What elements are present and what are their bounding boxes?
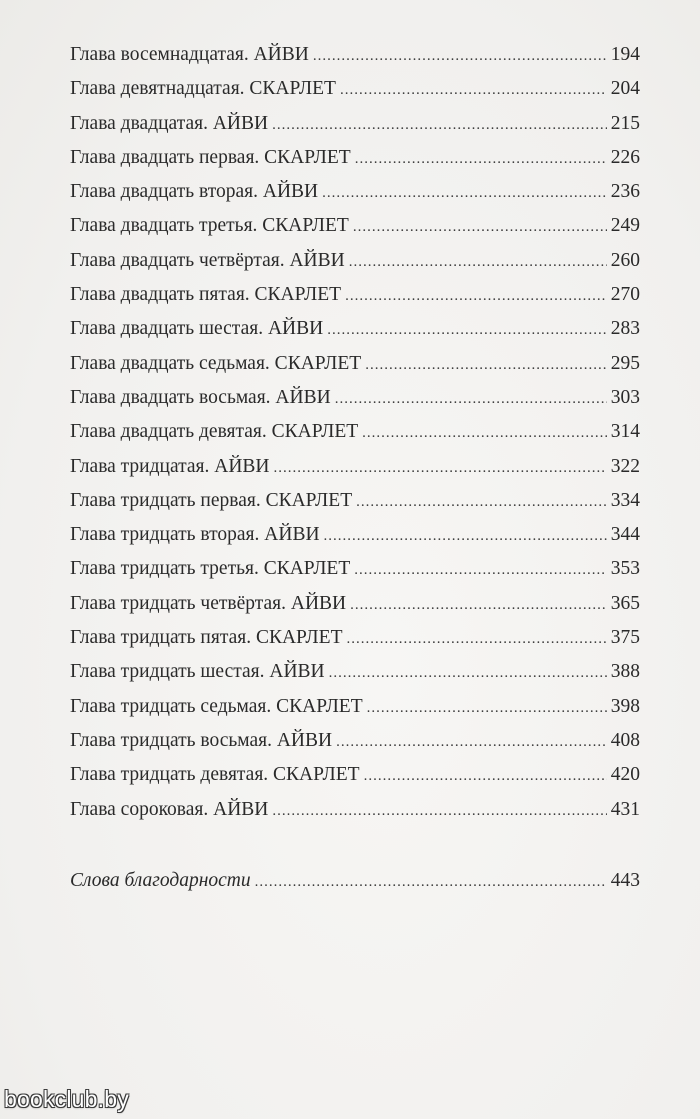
dot-leader: [362, 416, 607, 450]
dot-leader: [349, 245, 607, 279]
toc-entry-title: Глава двадцать пятая. СКАРЛЕТ: [70, 284, 342, 306]
toc-entry-page: 295: [610, 352, 640, 374]
toc-entry-title: Глава тридцать шестая. АЙВИ: [70, 661, 325, 683]
toc-entry-page: 375: [610, 627, 640, 649]
toc-entry: [70, 278, 640, 312]
toc-entry-page: 204: [610, 78, 640, 100]
toc-entry-title: Глава тридцать седьмая. СКАРЛЕТ: [70, 695, 363, 717]
dot-leader: [353, 210, 607, 244]
toc-entry-page: 215: [610, 112, 640, 134]
toc-entry-title: Глава тридцать восьмая. АЙВИ: [70, 729, 333, 751]
toc-entry-title: Глава тридцать четвёртая. АЙВИ: [70, 592, 347, 614]
toc-entry-title: Глава тридцать первая. СКАРЛЕТ: [70, 489, 353, 511]
dot-leader: [355, 142, 607, 176]
toc-entry: [70, 347, 640, 381]
dot-leader: [346, 622, 606, 656]
toc-entry-page: 388: [610, 661, 640, 683]
toc-entry: [70, 72, 640, 106]
toc-entry-page: 408: [610, 729, 640, 751]
dot-leader: [345, 279, 607, 313]
toc-entry: [70, 209, 640, 243]
toc-entry-page: 249: [610, 215, 640, 237]
toc-entry-title: Глава двадцать четвёртая. АЙВИ: [70, 249, 345, 271]
toc-entry: [70, 244, 640, 278]
toc-entry-page: 226: [610, 146, 640, 168]
toc-entry-page: 303: [610, 386, 640, 408]
toc-entry-page: 322: [610, 455, 640, 477]
dot-leader: [272, 794, 606, 828]
toc-entry-title: Глава двадцать шестая. АЙВИ: [70, 318, 324, 340]
dot-leader: [367, 691, 607, 725]
toc-entry: [70, 518, 640, 552]
table-of-contents: [70, 38, 640, 827]
toc-entry: [70, 107, 640, 141]
toc-entry: [70, 690, 640, 724]
toc-entry-title: Глава двадцатая. АЙВИ: [70, 112, 269, 134]
toc-entry-title: Глава двадцать девятая. СКАРЛЕТ: [70, 421, 359, 443]
toc-entry: [70, 587, 640, 621]
toc-entry-page: 431: [610, 798, 640, 820]
dot-leader: [336, 725, 607, 759]
dot-leader: [313, 39, 607, 73]
dot-leader: [350, 588, 607, 622]
toc-entry: [70, 312, 640, 346]
site-watermark: bookclub.by: [4, 1086, 129, 1112]
toc-entry: [70, 552, 640, 586]
dot-leader: [365, 348, 607, 382]
dot-leader: [324, 519, 607, 553]
acknowledgements-entry: [70, 864, 640, 898]
toc-entry-title: Глава сороковая. АЙВИ: [70, 798, 269, 820]
toc-entry-page: 420: [610, 764, 640, 786]
toc-entry-page: 398: [610, 695, 640, 717]
toc-entry: [70, 621, 640, 655]
dot-leader: [354, 553, 607, 587]
toc-entry-page: 283: [610, 318, 640, 340]
toc-entry-title: Глава двадцать вторая. АЙВИ: [70, 181, 319, 203]
dot-leader: [340, 73, 607, 107]
toc-entry-title: Глава двадцать седьмая. СКАРЛЕТ: [70, 352, 362, 374]
dot-leader: [322, 176, 607, 210]
toc-entry: [70, 793, 640, 827]
toc-entry-title: Глава двадцать первая. СКАРЛЕТ: [70, 146, 351, 168]
toc-entry-title: Глава тридцать вторая. АЙВИ: [70, 524, 320, 546]
toc-entry-title: Глава тридцать девятая. СКАРЛЕТ: [70, 764, 360, 786]
dot-leader: [364, 759, 607, 793]
toc-entry: [70, 864, 640, 898]
dot-leader: [329, 656, 607, 690]
toc-entry: [70, 38, 640, 72]
toc-entry: [70, 484, 640, 518]
toc-entry-title: Глава двадцать третья. СКАРЛЕТ: [70, 215, 349, 237]
toc-entry: [70, 381, 640, 415]
toc-entry-page: 344: [610, 524, 640, 546]
toc-entry-title: Глава двадцать восьмая. АЙВИ: [70, 386, 331, 408]
toc-entry: [70, 655, 640, 689]
toc-entry-page: 236: [610, 181, 640, 203]
toc-entry: [70, 450, 640, 484]
dot-leader: [272, 108, 607, 142]
toc-entry: [70, 758, 640, 792]
toc-entry-page: 353: [610, 558, 640, 580]
toc-entry-title: Глава девятнадцатая. СКАРЛЕТ: [70, 78, 336, 100]
toc-entry-page: 260: [610, 249, 640, 271]
dot-leader: [274, 451, 607, 485]
toc-entry-title: Глава восемнадцатая. АЙВИ: [70, 44, 309, 65]
toc-entry: [70, 415, 640, 449]
dot-leader: [335, 382, 607, 416]
toc-entry-page: 365: [610, 592, 640, 614]
dot-leader: [255, 865, 607, 899]
toc-entry: [70, 724, 640, 758]
dot-leader: [356, 485, 607, 519]
toc-entry-page: 194: [610, 44, 640, 65]
acknowledgements-page: 443: [610, 870, 640, 891]
toc-entry-title: Глава тридцать третья. СКАРЛЕТ: [70, 558, 351, 580]
toc-entry-page: 314: [610, 421, 640, 443]
toc-entry-title: Глава тридцать пятая. СКАРЛЕТ: [70, 627, 343, 649]
acknowledgements-title: Слова благодарности: [70, 870, 251, 891]
toc-entry-page: 334: [610, 489, 640, 511]
dot-leader: [327, 313, 607, 347]
toc-entry-page: 270: [610, 284, 640, 306]
toc-entry: [70, 175, 640, 209]
toc-entry-title: Глава тридцатая. АЙВИ: [70, 455, 270, 477]
toc-entry: [70, 141, 640, 175]
